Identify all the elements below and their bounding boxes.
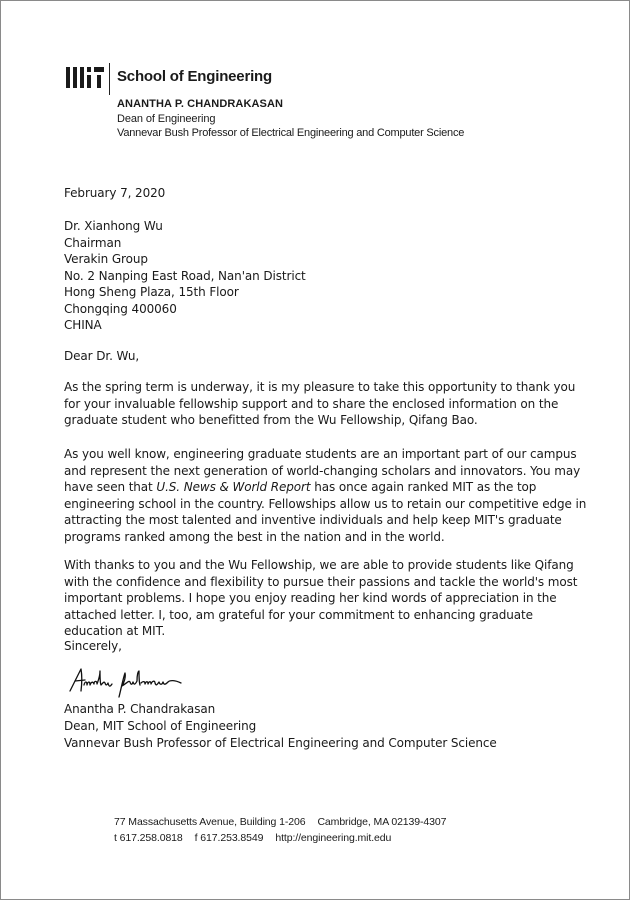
footer-contact-line (114, 832, 391, 844)
recipient-address (64, 218, 306, 334)
recipient-organization: Verakin Group (64, 252, 148, 266)
footer-fax: f 617.253.8549 (194, 832, 264, 844)
logo-divider (109, 63, 110, 95)
paragraph-1: As the spring term is underway, it is my pleasure to take this opportunity to thank you for your invaluable fellowship support and to share the enclosed information on the graduate student who benefitted from the Wu Fellowship, Qifang Bao. (64, 380, 576, 427)
dean-professorship: Vannevar Bush Professor of Electrical Engineering and Computer Science (117, 127, 465, 139)
signer-name: Anantha P. Chandrakasan (64, 702, 216, 716)
footer-phone: t 617.258.0818 (114, 832, 183, 844)
footer-city: Cambridge, MA 02139-4307 (317, 816, 447, 828)
signature-block (64, 701, 497, 752)
closing: Sincerely, (64, 639, 122, 653)
signer-title: Dean, MIT School of Engineering (64, 719, 257, 733)
recipient-address-line1: No. 2 Nanping East Road, Nan'an District (64, 268, 306, 283)
dean-name: ANANTHA P. CHANDRAKASAN (117, 98, 284, 110)
footer-address-line (114, 816, 446, 828)
recipient-country: CHINA (64, 318, 102, 332)
publication-title: U.S. News & World Report (156, 480, 311, 494)
paragraph-3: With thanks to you and the Wu Fellowship, we are able to provide students like Qifang with the confidence and flexibility to pursue their passions and tackle the world's most important problems. I hope you enjoy reading her kind words of appreciation in the attached letter. I, too, am grateful for your commitment to enhancing graduate education at MIT. (64, 558, 578, 638)
letter-date: February 7, 2020 (64, 186, 166, 200)
footer-website[interactable]: http://engineering.mit.edu (275, 832, 392, 844)
school-name: School of Engineering (117, 68, 272, 85)
dean-title: Dean of Engineering (117, 113, 216, 125)
handwritten-signature (67, 661, 197, 701)
salutation: Dear Dr. Wu, (64, 349, 140, 363)
recipient-address-line2: Hong Sheng Plaza, 15th Floor (64, 285, 239, 299)
mit-logo-icon (66, 67, 104, 88)
recipient-city-postal: Chongqing 400060 (64, 301, 177, 316)
paragraph-2-text-b: has once again ranked MIT as the top engineering school in the country. Fellowships allow us to retain our competitive edge in attracting the most talented and inventive individuals and help keep MIT's graduate programs ranked among the best in the nation and in the world. (64, 480, 587, 544)
paragraph-2 (64, 446, 589, 545)
footer-address: 77 Massachusetts Avenue, Building 1-206 (114, 816, 306, 828)
signer-professorship: Vannevar Bush Professor of Electrical Engineering and Computer Science (64, 736, 497, 750)
paragraph-2-text-a: As you well know, engineering graduate students are an important part of our campus and represent the next generation of world-changing scholars and innovators. You may have seen that (64, 447, 581, 494)
recipient-title: Chairman (64, 235, 122, 250)
recipient-name: Dr. Xianhong Wu (64, 219, 163, 233)
